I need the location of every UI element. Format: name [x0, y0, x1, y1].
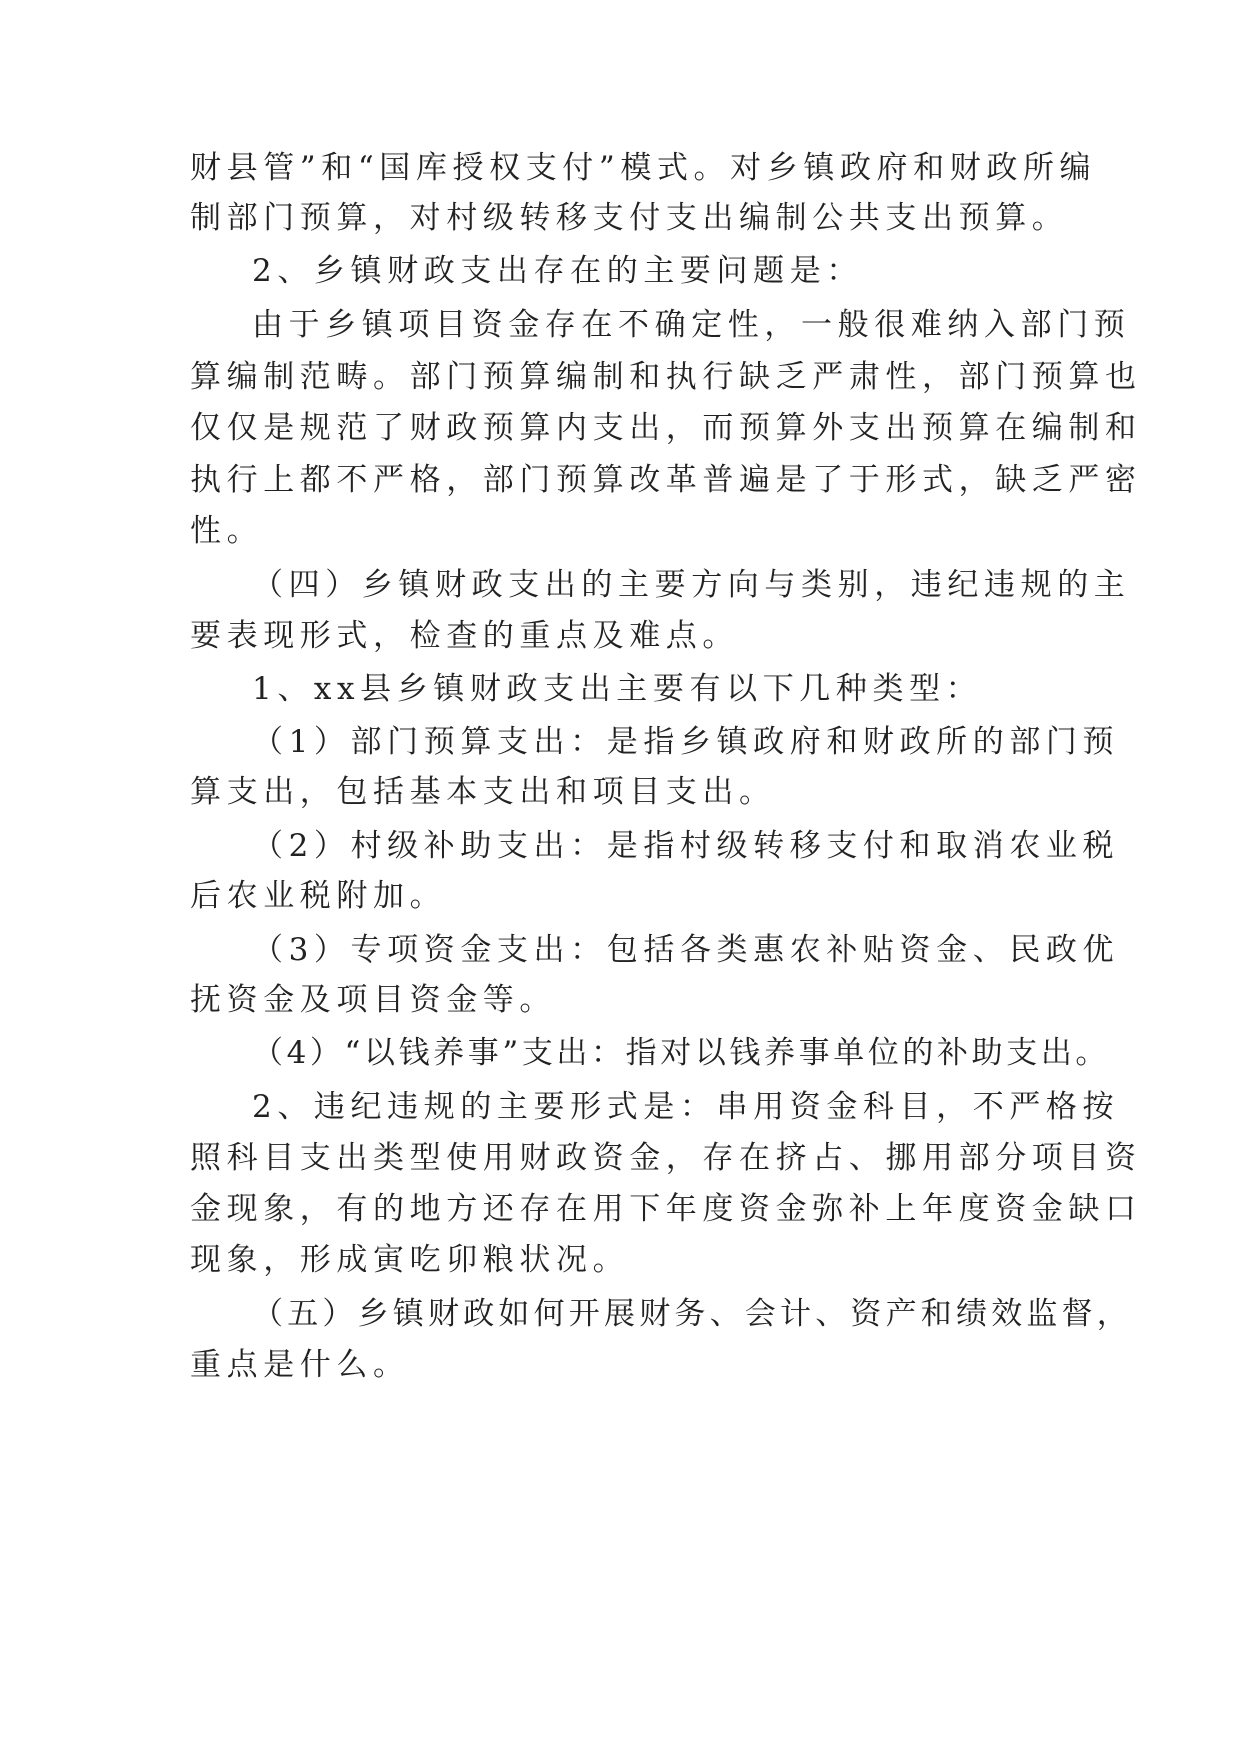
list-item: （3）专项资金支出：包括各类惠农补贴资金、民政优: [252, 932, 1120, 968]
text-line: 性。: [190, 513, 264, 549]
text-line: 制部门预算，对村级转移支付支出编制公共支出预算。: [190, 200, 1069, 236]
list-item: （2）村级补助支出：是指村级转移支付和取消农业税: [252, 828, 1120, 864]
text-line: 仅仅是规范了财政预算内支出，而预算外支出预算在编制和: [190, 410, 1142, 446]
section-heading: （五）乡镇财政如何开展财务、会计、资产和绩效监督，: [252, 1296, 1132, 1332]
list-item: 算支出，包括基本支出和项目支出。: [190, 774, 776, 810]
section-heading: 要表现形式，检查的重点及难点。: [190, 618, 739, 654]
list-item: （4）“以钱养事”支出：指对以钱养事单位的补助支出。: [252, 1035, 1111, 1071]
text-line: 财县管”和“国库授权支付”模式。对乡镇政府和财政所编: [190, 150, 1097, 186]
text-line: 照科目支出类型使用财政资金，存在挤占、挪用部分项目资: [190, 1140, 1142, 1176]
text-line: 金现象，有的地方还存在用下年度资金弥补上年度资金缺口: [190, 1191, 1142, 1227]
section-heading: 2、违纪违规的主要形式是：串用资金科目，不严格按: [252, 1089, 1120, 1125]
section-heading: 重点是什么。: [190, 1347, 410, 1383]
text-line: 执行上都不严格，部门预算改革普遍是了于形式，缺乏严密: [190, 462, 1142, 498]
list-item: 后农业税附加。: [190, 878, 447, 914]
list-item: 抚资金及项目资金等。: [190, 982, 556, 1018]
text-line: 算编制范畴。部门预算编制和执行缺乏严肃性，部门预算也: [190, 359, 1142, 395]
section-heading: 2、乡镇财政支出存在的主要问题是：: [252, 253, 863, 289]
text-line: 由于乡镇项目资金存在不确定性，一般很难纳入部门预: [252, 307, 1131, 343]
section-heading: （四）乡镇财政支出的主要方向与类别，违纪违规的主: [252, 567, 1131, 603]
text-line: 现象，形成寅吃卯粮状况。: [190, 1242, 630, 1278]
section-heading: 1、xx县乡镇财政支出主要有以下几种类型：: [252, 671, 983, 707]
list-item: （1）部门预算支出：是指乡镇政府和财政所的部门预: [252, 724, 1120, 760]
